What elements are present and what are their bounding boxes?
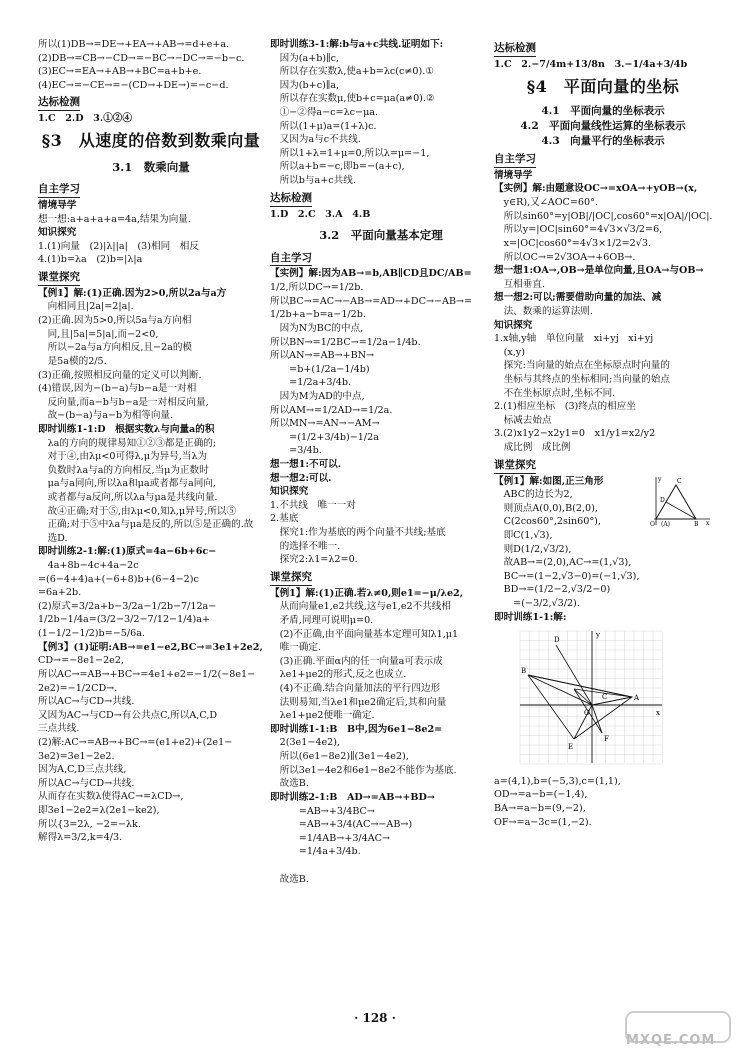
- coordinate-graph: [516, 627, 666, 767]
- text-line: 所以BC→=AC→−AB→=AD→+DC→−AB→=: [270, 295, 473, 307]
- text-line: 想一想1:OA→,OB→是单位向量,且OA→与OB→: [494, 265, 704, 277]
- text-line: 又因为a与c不共线.: [270, 134, 361, 146]
- text-line: 故选B.: [270, 873, 309, 885]
- graph-label: F: [604, 735, 609, 744]
- text-line: 1/2b+a−b=a−1/2b.: [270, 309, 366, 321]
- text-block: [270, 267, 492, 566]
- text-line: CD→=−8e1−2e2,: [38, 655, 125, 667]
- text-line: 对于④,由λμ<0可得λ,μ为异号,当λ为: [38, 451, 208, 463]
- text-line: 所以a+b=−c,即b=−(a+c),: [270, 161, 405, 173]
- text-line: 从而存在实数λ使得AC→=λCD→,: [38, 791, 184, 803]
- text-line: 所以(6e1−8e2)∥(3e1−4e2),: [270, 751, 409, 763]
- graph-label: O: [584, 709, 590, 718]
- text-line: 的选择不唯一.: [270, 540, 341, 552]
- text-line: λe1+μe2的形式,反之也成立.: [270, 669, 407, 681]
- text-line: =1/4a+3/4b.: [270, 846, 361, 858]
- text-line: 4a+8b−4c+4a−2c: [38, 560, 139, 572]
- text-line: 法、数乘的运算法则.: [494, 305, 593, 317]
- text-line: 即时训练2-1:B AD→=AB→+BD→: [270, 791, 435, 803]
- text-line: 3e2)=3e1−2e2.: [38, 750, 115, 762]
- tri-label: B: [694, 520, 699, 527]
- page-number: · 128 ·: [354, 1011, 396, 1025]
- section-label-self: 自主学习: [494, 152, 536, 168]
- text-block: [494, 775, 712, 829]
- text-line: BD→=(1/2−2,√3/2−0): [494, 584, 611, 596]
- text-line: (4)错误,因为−(b−a)与b−a是一对相: [38, 383, 197, 395]
- text-line: 所以存在实数λ,使a+b=λc(c≠0).①: [270, 66, 434, 78]
- text-line: 正确;对于⑤中λa与μa是反的,所以⑤是正确的.故: [38, 519, 254, 531]
- section-label-check: 达标检测: [494, 41, 536, 57]
- graph-label: A: [634, 694, 640, 703]
- text-line: 所以AM→=1/2AD→=1/2a.: [270, 404, 393, 416]
- text-line: 解得λ=3/2,k=4/3.: [38, 832, 123, 844]
- text-line: 选D.: [38, 532, 68, 544]
- chapter-title: §3 从速度的倍数到数乘向量: [41, 130, 261, 150]
- graph-label: x: [656, 709, 660, 718]
- example-block: [494, 475, 712, 625]
- text-line: 所以AC→与CD→共线.: [38, 696, 135, 708]
- text-line: 即时训练3-1:解:b与a+c共线.证明如下:: [270, 39, 444, 50]
- text-line: 1.x轴,y轴 单位向量 xi+yj xi+yj: [494, 333, 654, 345]
- text-line: 故④正确;对于⑤,由λμ<0,知λ,μ异号,所以⑤: [38, 505, 237, 517]
- text-line: 因为(b+c)∥a,: [270, 79, 340, 91]
- graph-label: E: [568, 743, 574, 752]
- text-line: 则D(1/2,√3/2),: [494, 543, 572, 555]
- text-line: (1−1/2−1/2)b=−5/6a.: [38, 628, 145, 640]
- tri-label: (A): [661, 520, 671, 527]
- text-line: 1/2b−1/4a=(3/2−3/2−7/12−1/4)a+: [38, 614, 211, 626]
- text-line: y∈R),又∠AOC=60°.: [494, 197, 598, 209]
- column-right: [494, 38, 712, 829]
- guide-label: 情境导学: [38, 199, 77, 211]
- text-line: 或者都与a反向,所以λa与μa是共线向量.: [38, 492, 218, 503]
- explore-label: 知识探究: [38, 227, 77, 239]
- text-line: 同,且|5a|=5|a|,而−2<0,: [38, 328, 159, 340]
- knowledge-line: 4.(1)b=λa (2)b=|λ|a: [38, 254, 143, 266]
- text-line: 不在坐标原点时,坐标不同.: [494, 387, 616, 399]
- text-line: (4)EC→=−CE→=−(CD→+DE→)=−c−d.: [38, 79, 229, 91]
- text-line: 所以BN→=1/2BC→=1/2a−1/4b.: [270, 336, 421, 348]
- text-line: 所以OC→=2√3OA→+6OB→.: [494, 251, 636, 263]
- text-line: (3)正确.平面α内的任一向量a可表示成: [270, 655, 443, 667]
- text-line: 因为A,C,D三点共线,: [38, 764, 127, 776]
- text-block: [38, 38, 264, 92]
- text-line: 所以AC→=AB→+BC→=4e1+e2=−1/2(−8e1−: [38, 668, 256, 680]
- text-line: 【例3】(1)证明:AB→=e1−e2,BC→=3e1+2e2,: [38, 641, 263, 653]
- text-line: 从而向量e1,e2共线,这与e1,e2不共线相: [270, 601, 451, 613]
- section-label-self: 自主学习: [270, 251, 312, 267]
- text-line: BC→=(1−2,√3−0)=(−1,√3),: [494, 570, 640, 582]
- text-line: 坐标与其终点的坐标相同;当向量的始点: [494, 374, 670, 385]
- section-label-check: 达标检测: [38, 95, 80, 111]
- text-block: [38, 287, 264, 845]
- text-line: 【实例】解:因为AB→=b,AB∥CD且DC/AB=: [270, 268, 472, 280]
- tri-label: x: [706, 519, 710, 527]
- text-line: (2)解:AC→=AB→+BC→=(e1+e2)+(2e1−: [38, 736, 233, 748]
- text-line: 三点共线.: [38, 723, 80, 735]
- text-line: (3)正确,按照相反向量的定义可以判断.: [38, 369, 202, 381]
- text-line: μa与a同向,所以λa和μa或者都与a同向,: [38, 478, 216, 490]
- text-line: OF→=a−3c=(1,−2).: [494, 816, 592, 828]
- text-line: 负数时λa与a的方向相反,当μ为正数时: [38, 464, 209, 476]
- graph-label: C: [602, 693, 608, 702]
- text-line: 所以3e1−4e2和6e1−8e2不能作为基底.: [270, 764, 457, 776]
- text-line: (x,y): [494, 346, 525, 358]
- text-line: 反向量,而a−b与b−a是一对相反向量,: [38, 396, 209, 408]
- text-line: 所以AC→与CD→共线.: [38, 777, 135, 789]
- tri-label: O: [650, 520, 655, 527]
- subsection-title: 4.3 向量平行的坐标表示: [541, 135, 665, 148]
- text-line: 即时训练1-1:B B中,因为6e1−8e2=: [270, 723, 443, 735]
- text-line: OD→=a−b=(−1,4),: [494, 789, 588, 801]
- column-left: [38, 38, 264, 845]
- text-line: =AB→+3/4BC→: [270, 805, 375, 817]
- text-line: 所以存在实数μ,使b+c=μa(a≠0).②: [270, 93, 435, 105]
- text-line: 即3e1−2e2=λ(2e1−ke2),: [38, 805, 160, 817]
- text-line: =b+(1/2a−1/4b): [270, 363, 370, 375]
- subsection-title: 3.2 平面向量基本定理: [319, 228, 443, 243]
- text-line: 唯一确定.: [270, 642, 322, 654]
- think-line: 想一想:a+a+a+a=4a,结果为向量.: [38, 213, 191, 225]
- text-line: 探究2:λ1=λ2=0.: [270, 554, 358, 566]
- text-line: 2.(1)相应坐标 (3)终点的相应坐: [494, 401, 636, 413]
- text-line: 想一想2:可以.: [270, 472, 332, 484]
- text-line: 想一想2:可以;需要借助向量的加法、减: [494, 292, 662, 304]
- text-block: [494, 182, 712, 454]
- text-line: 法则易知,当λe1和μe2确定后,其和向量: [270, 696, 447, 708]
- text-line: 所以{3=2λ, −2=−λk.: [38, 818, 141, 830]
- text-line: =3/4b.: [270, 445, 322, 457]
- text-line: =AB→+3/4(AC→−AB→): [270, 819, 413, 831]
- column-middle: [270, 38, 492, 886]
- text-line: (3)EC→=EA→+AB→+BC=a+b+e.: [38, 66, 202, 78]
- text-line: 所以(1+μ)a=(1+λ)c.: [270, 120, 377, 132]
- watermark-text: MXQE.COM: [626, 1033, 716, 1048]
- text-line: =6a+2b.: [38, 587, 82, 599]
- text-line: 即C(1,√3),: [494, 530, 553, 541]
- text-line: =(6−4+4)a+(−6+8)b+(6−4−2)c: [38, 573, 199, 585]
- text-line: =1/4AB→+3/4AC→: [270, 832, 391, 844]
- text-line: 知识探究: [494, 319, 533, 331]
- text-line: 成比例 成比例: [494, 442, 571, 454]
- section-label-class: 课堂探究: [494, 458, 536, 474]
- subsection-title: 4.1 平面向量的坐标表示: [541, 105, 665, 118]
- text-block: [270, 38, 492, 188]
- text-line: (2)不正确,由平面向量基本定理可知λ1,μ1: [270, 628, 459, 640]
- text-line: BA→=a−b=(9,−2),: [494, 803, 586, 815]
- text-line: 互相垂直.: [494, 278, 546, 290]
- text-line: 是5a模的2/5.: [38, 355, 107, 367]
- text-line: 所以AN→=AB→+BN→: [270, 350, 375, 362]
- text-line: 向相同且|2a|=2|a|.: [38, 301, 134, 313]
- tri-label: C: [677, 477, 682, 485]
- tri-label: D: [660, 496, 665, 504]
- text-line: 知识探究: [270, 486, 309, 498]
- graph-label: B: [521, 667, 527, 676]
- text-line: 故−(b−a)与a−b为相等向量.: [38, 410, 174, 422]
- text-line: =(−3/2,√3/2).: [494, 598, 580, 610]
- text-line: 探究1:作为基底的两个向量不共线;基底: [270, 527, 446, 539]
- text-line: (2)正确.因为5>0,所以5a与a方向相: [38, 315, 192, 327]
- text-line: 【例1】解:如图,正三角形: [494, 475, 604, 487]
- text-line: C(2cos60°,2sin60°),: [494, 516, 601, 528]
- text-line: 探究:当向量的始点在坐标原点时向量的: [494, 360, 670, 372]
- text-line: 想一想1:不可以.: [270, 458, 342, 470]
- text-line: =(1/2+3/4b)−1/2a: [270, 431, 379, 443]
- text-line: =1/2a+3/4b.: [270, 377, 352, 389]
- text-line: [270, 859, 492, 873]
- text-line: 故AB→=(2,0),AC→=(1,√3),: [494, 557, 632, 569]
- answer-line: 1.C 2.−7/4m+13/8n 3.−1/4a+3/4b: [494, 58, 688, 70]
- text-line: 1/2,所以DC→=1/2b.: [270, 282, 364, 294]
- text-line: 所以sin60°=y|OB|/|OC|,cos60°=x|OA|/|OC|.: [494, 210, 712, 222]
- text-line: 因为(a+b)∥c,: [270, 52, 340, 64]
- text-line: 所以b与a+c共线.: [270, 175, 356, 187]
- text-line: 1.不共线 唯一一对: [270, 499, 356, 511]
- subsection-title: 3.1 数乘向量: [112, 159, 190, 174]
- text-line: λa的方向的规律易知①②③都是正确的;: [38, 437, 217, 449]
- text-line: 2.基底: [270, 513, 299, 525]
- section-label-self: 自主学习: [38, 182, 80, 198]
- text-line: 所以1+λ=1+μ=0,所以λ=μ=−1,: [270, 147, 430, 159]
- text-line: 则顶点A(0,0),B(2,0),: [494, 502, 598, 514]
- text-line: ①−②得a−c=λc−μa.: [270, 107, 379, 119]
- text-line: 即时训练1-1:解:: [494, 611, 567, 623]
- text-line: 即时训练1-1:D 根据实数λ与向量a的积: [38, 423, 215, 435]
- text-line: 矛盾,同理可说明μ=0.: [270, 614, 374, 626]
- answer-line: 1.C 2.D 3.①②④: [38, 113, 132, 125]
- text-line: (4)不正确.结合向量加法的平行四边形: [270, 683, 441, 695]
- text-block: [270, 587, 492, 886]
- graph-label: D: [554, 636, 560, 645]
- chapter-title: §4 平面向量的坐标: [526, 76, 680, 96]
- text-line: 所以y=|OC|sin60°=4√3×√3/2=6,: [494, 224, 663, 236]
- text-line: 2(3e1−4e2),: [270, 737, 341, 749]
- text-line: λe1+μe2便唯一确定.: [270, 710, 375, 722]
- triangle-figure: [650, 475, 712, 527]
- text-line: (2)DB→=CB→−CD→=−BC→−DC→=−b−c.: [38, 52, 245, 64]
- text-line: 因为N为BC的中点,: [270, 322, 364, 334]
- text-line: x=|OC|cos60°=4√3×1/2=2√3.: [494, 237, 652, 249]
- answer-line: 1.D 2.C 3.A 4.B: [270, 208, 371, 220]
- section-label-class: 课堂探究: [270, 570, 312, 586]
- graph-label: y: [596, 631, 600, 640]
- tri-label: y: [658, 475, 662, 483]
- text-line: ABC的边长为2,: [494, 489, 573, 501]
- text-line: 又因为AC→与CD→有公共点C,所以A,C,D: [38, 709, 218, 721]
- text-line: 即时训练2-1:解:(1)原式=4a−6b+6c−: [38, 546, 217, 558]
- text-line: 因为M为AD的中点,: [270, 390, 365, 402]
- text-line: 标减去始点: [494, 414, 552, 426]
- text-line: 所以MN→=AN→−AM→: [270, 418, 380, 430]
- text-line: 【例1】解:(1)正确.若λ≠0,则e1=−μ/λe2,: [270, 587, 464, 599]
- text-line: 所以(1)DB→=DE→+EA→+AB→=d+e+a.: [38, 39, 230, 50]
- section-label-check: 达标检测: [270, 191, 312, 207]
- text-line: 2e2)=−1/2CD→.: [38, 682, 118, 694]
- subsection-title: 4.2 平面向量线性运算的坐标表示: [520, 120, 686, 133]
- text-line: 【实例】解:由题意设OC→=xOA→+yOB→(x,: [494, 183, 698, 195]
- knowledge-line: 1.(1)向量 (2)|λ||a| (3)相同 相反: [38, 240, 199, 252]
- text-line: 3.(2)x1y2−x2y1=0 x1/y1=x2/y2: [494, 428, 656, 440]
- text-line: 所以−2a与a方向相反,且−2a的模: [38, 342, 193, 354]
- text-line: a=(4,1),b=(−5,3),c=(1,1),: [494, 775, 621, 787]
- guide-label: 情境导学: [494, 169, 533, 181]
- text-line: (2)原式=3/2a+b−3/2a−1/2b−7/12a−: [38, 600, 217, 612]
- text-line: 【例1】解:(1)正确.因为2>0,所以2a与a方: [38, 287, 227, 299]
- section-label-class: 课堂探究: [38, 270, 80, 286]
- text-line: 故选B.: [270, 778, 309, 790]
